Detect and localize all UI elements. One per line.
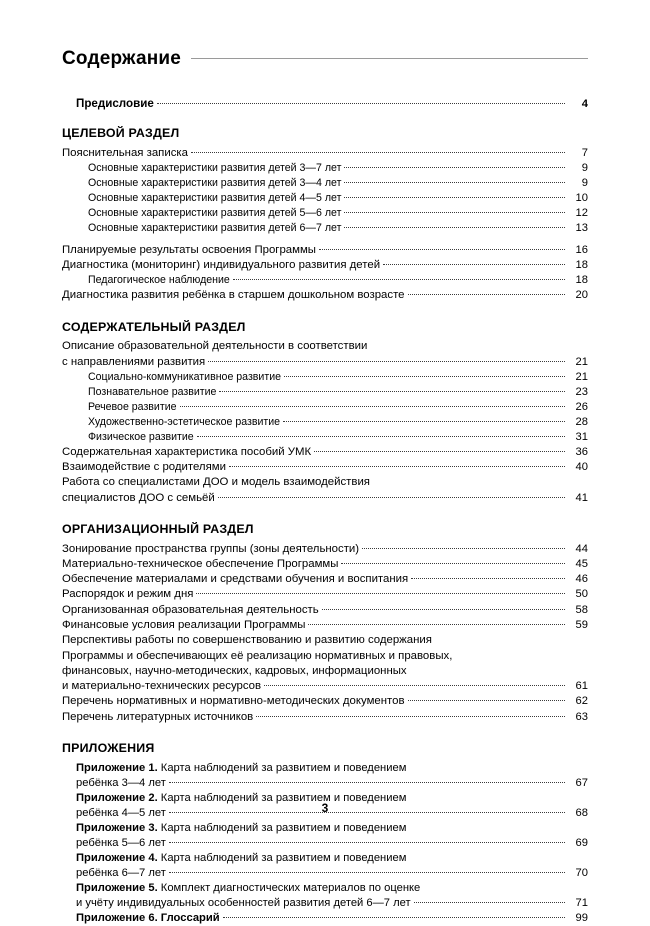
toc-entry-label: Материально-техническое обеспечение Программы [62,557,339,570]
toc-leader-dots [264,685,565,686]
toc-entry-main [62,445,588,460]
toc-entry-main [62,649,588,664]
toc-entry-main [62,475,588,490]
toc-page-number: 41 [575,491,588,504]
toc-leader-dots [344,212,565,213]
toc-leader-dots [341,563,565,564]
toc-entry-main [62,460,588,475]
toc-entry-label: Перечень литературных источников [62,710,254,723]
toc-page-number: 45 [575,557,588,570]
toc-leader-dots [157,103,565,104]
toc-page-number: 59 [575,619,588,632]
toc-entry-label: Планируемые результаты освоения Программы [62,243,316,256]
toc-page-number: 99 [575,911,588,924]
toc-leader-dots [408,294,565,295]
toc-page-number: 31 [575,430,588,443]
toc-leader-dots [169,872,565,873]
toc-leader-dots [344,167,565,168]
toc-entry-label: Основные характеристики развития детей 3—4 лет [88,176,342,189]
toc-entry-label [76,881,420,896]
toc-entry-label [76,911,220,926]
toc-entry-main [62,258,588,273]
toc-leader-dots [233,279,565,280]
toc-entry-label: Предисловие [76,97,154,110]
toc-entry-label: Речевое развитие [88,400,177,413]
toc-entry-label: Распорядок и режим дня [62,588,194,601]
toc-entry-appendix [76,866,588,881]
toc-leader-dots [414,902,565,903]
toc-entry-main [62,339,588,354]
toc-page-number: 20 [575,289,588,302]
toc-page-number: 9 [581,161,588,174]
toc-leader-dots [408,700,565,701]
toc-entry-main [62,572,588,587]
toc-leader-dots [383,264,565,265]
toc-page-number: 44 [575,542,588,555]
toc-entry-appendix [76,911,588,926]
toc-entry-main [62,679,588,694]
toc-appendix-number: Приложение 5. [76,881,158,894]
toc-entry-label: Работа со специалистами ДОО и модель взаимодействия [62,476,370,489]
toc-entry-main [62,664,588,679]
toc-entry-label: Диагностика (мониторинг) индивидуального развития детей [62,259,381,272]
toc-entry-label: ребёнка 5—6 лет [76,836,166,849]
toc-entry-label: Основные характеристики развития детей 5—6 лет [88,206,342,219]
toc-entry-appendix [76,881,588,896]
toc-appendix-title: Карта наблюдений за развитием и поведением [157,761,407,774]
toc-page-number: 26 [575,400,588,413]
toc-entry-sub [88,430,588,445]
toc-page-number: 18 [575,259,588,272]
toc-entry-main [62,542,588,557]
toc-leader-dots [344,227,565,228]
toc-entry-sub [88,370,588,385]
toc-entry-sub [88,385,588,400]
toc-entry-appendix [76,776,588,791]
toc-appendix-number: Приложение 6. [76,911,158,924]
toc-leader-dots [314,451,565,452]
toc-entry-label: ребёнка 3—4 лет [76,776,166,789]
toc-entry-label: с направлениями развития [62,355,206,368]
toc-entry-label: и учёту индивидуальных особенностей развития детей 6—7 лет [76,896,411,909]
toc-leader-dots [284,376,565,377]
toc-entry-label: Программы и обеспечивающих её реализацию нормативных и правовых, [62,649,453,662]
toc-page-number: 10 [575,191,588,204]
toc-entry-label: Описание образовательной деятельности в соответствии [62,340,368,353]
toc-entry-label: и материально-технических ресурсов [62,680,262,693]
toc-entry-label: Социально-коммуникативное развитие [88,370,282,383]
toc-entry-label: Диагностика развития ребёнка в старшем дошкольном возрасте [62,289,405,302]
toc-appendix-title: Карта наблюдений за развитием и поведением [157,821,407,834]
toc-entry-preface [76,96,588,112]
toc-entry-label: специалистов ДОО с семьёй [62,491,215,504]
page-title [62,48,588,70]
toc-leader-dots [344,197,565,198]
toc-page-number: 18 [575,274,588,287]
toc-appendix-number: Приложение 4. [76,851,158,864]
toc-page-number: 4 [581,98,588,110]
toc-entry-label [76,821,406,836]
toc-entry-label: Финансовые условия реализации Программы [62,619,306,632]
toc-leader-dots [208,361,565,362]
toc-entry-main [62,633,588,648]
toc-leader-dots [169,842,565,843]
toc-appendix-number: Приложение 3. [76,821,158,834]
toc-entry-label [76,761,406,776]
toc-entry-main [62,243,588,258]
toc-appendix-title: Карта наблюдений за развитием и поведением [157,851,407,864]
toc-appendix-title: Карта наблюдений за развитием и поведением [157,791,407,804]
toc-page-number: 21 [575,355,588,368]
toc-entry-label: Зонирование пространства группы (зоны деятельности) [62,542,360,555]
toc-entry-appendix [76,761,588,776]
toc-entry-label: Основные характеристики развития детей 6—7 лет [88,221,342,234]
toc-leader-dots [308,624,565,625]
toc-section-heading: ОРГАНИЗАЦИОННЫЙ РАЗДЕЛ [62,522,254,537]
page-folio: 3 [321,801,329,815]
toc-page-number: 69 [575,836,588,849]
toc-appendix-number: Приложение 1. [76,761,158,774]
toc-leader-dots [283,421,565,422]
toc-entry-label: Перспективы работы по совершенствованию и развитию содержания [62,634,432,647]
toc-entry-label: Организованная образовательная деятельность [62,603,319,616]
toc-page-number: 58 [575,603,588,616]
toc-page-number: 21 [575,370,588,383]
toc-leader-dots [218,497,565,498]
toc-leader-dots [219,391,565,392]
toc-page-number: 12 [575,206,588,219]
toc-leader-dots [256,716,565,717]
toc-leader-dots [344,182,565,183]
toc-entry-label [76,851,406,866]
toc-entry-label: Содержательная характеристика пособий УМК [62,445,312,458]
toc-page-number: 61 [575,680,588,693]
toc-page-number: 70 [575,866,588,879]
page-title-text: Содержание [62,48,182,69]
toc-entry-label: Физическое развитие [88,430,194,443]
toc-leader-dots [191,152,565,153]
toc-leader-dots [229,466,565,467]
toc-leader-dots [169,782,565,783]
toc-page-number: 28 [575,415,588,428]
toc-entry-sub [88,176,588,191]
toc-leader-dots [322,609,565,610]
toc-entry-main [62,146,588,161]
toc-entry-label: ребёнка 4—5 лет [76,806,166,819]
toc-entry-label: Познавательное развитие [88,385,217,398]
toc-entry-appendix [76,851,588,866]
toc-entry-label: ребёнка 6—7 лет [76,866,166,879]
toc-page-number: 40 [575,461,588,474]
toc-leader-dots [196,593,565,594]
toc-entry-sub [88,161,588,176]
toc-entry-main [62,491,588,506]
toc-entry-sub [88,273,588,288]
toc-page-number: 7 [581,146,588,159]
toc-entry-label: Основные характеристики развития детей 4—5 лет [88,191,342,204]
toc-entry-main [62,618,588,633]
toc-entry-sub [88,206,588,221]
toc-entry-main [62,288,588,303]
toc-section-heading: ЦЕЛЕВОЙ РАЗДЕЛ [62,126,180,140]
toc-section-heading: ПРИЛОЖЕНИЯ [62,741,155,756]
toc-entry-appendix [76,836,588,851]
title-rule [191,58,588,59]
toc-entry-sub [88,415,588,430]
toc-appendix-title: Глоссарий [157,911,220,924]
toc-leader-dots [362,548,565,549]
toc-entry-main [62,557,588,572]
toc-entry-main [62,355,588,370]
toc-entry-label: Взаимодействие с родителями [62,461,226,474]
toc-entry-label: Основные характеристики развития детей 3—7 лет [88,161,342,174]
toc-page-number: 68 [575,806,588,819]
toc-page-number: 63 [575,710,588,723]
toc-entry-label: Художественно-эстетическое развитие [88,415,281,428]
toc-page-number: 71 [575,896,588,909]
toc-entry-label: Перечень нормативных и нормативно-методических документов [62,695,405,708]
toc-entry-label: Пояснительная записка [62,146,188,159]
toc-page-number: 50 [575,588,588,601]
toc-entry-sub [88,191,588,206]
toc-leader-dots [197,436,565,437]
toc-leader-dots [319,249,565,250]
toc-page-number: 23 [575,385,588,398]
toc-page-number: 67 [575,776,588,789]
toc-entry-appendix [76,821,588,836]
toc-entry-main [62,587,588,602]
toc-appendix-number: Приложение 2. [76,791,158,804]
toc-leader-dots [223,917,565,918]
toc-entry-sub [88,221,588,236]
toc-page-number: 13 [575,221,588,234]
toc-entry-label: финансовых, научно-методических, кадровых, информационных [62,664,407,677]
toc-entry-label: Обеспечение материалами и средствами обучения и воспитания [62,573,409,586]
toc-section-heading: СОДЕРЖАТЕЛЬНЫЙ РАЗДЕЛ [62,319,246,334]
toc-page-number: 36 [575,445,588,458]
toc-entry-main [62,694,588,709]
toc-page-number: 62 [575,695,588,708]
toc-entry-sub [88,400,588,415]
toc-leader-dots [180,406,565,407]
toc-appendix-title: Комплект диагностических материалов по оценке [157,881,421,894]
toc-entry-label: Педагогическое наблюдение [88,274,230,287]
toc-page-number: 46 [575,573,588,586]
toc-page-number: 9 [581,176,588,189]
toc-entry-appendix [76,896,588,911]
toc-entry-main [62,710,588,725]
toc-leader-dots [411,578,565,579]
toc-entry-main [62,603,588,618]
toc-page-number: 16 [575,243,588,256]
